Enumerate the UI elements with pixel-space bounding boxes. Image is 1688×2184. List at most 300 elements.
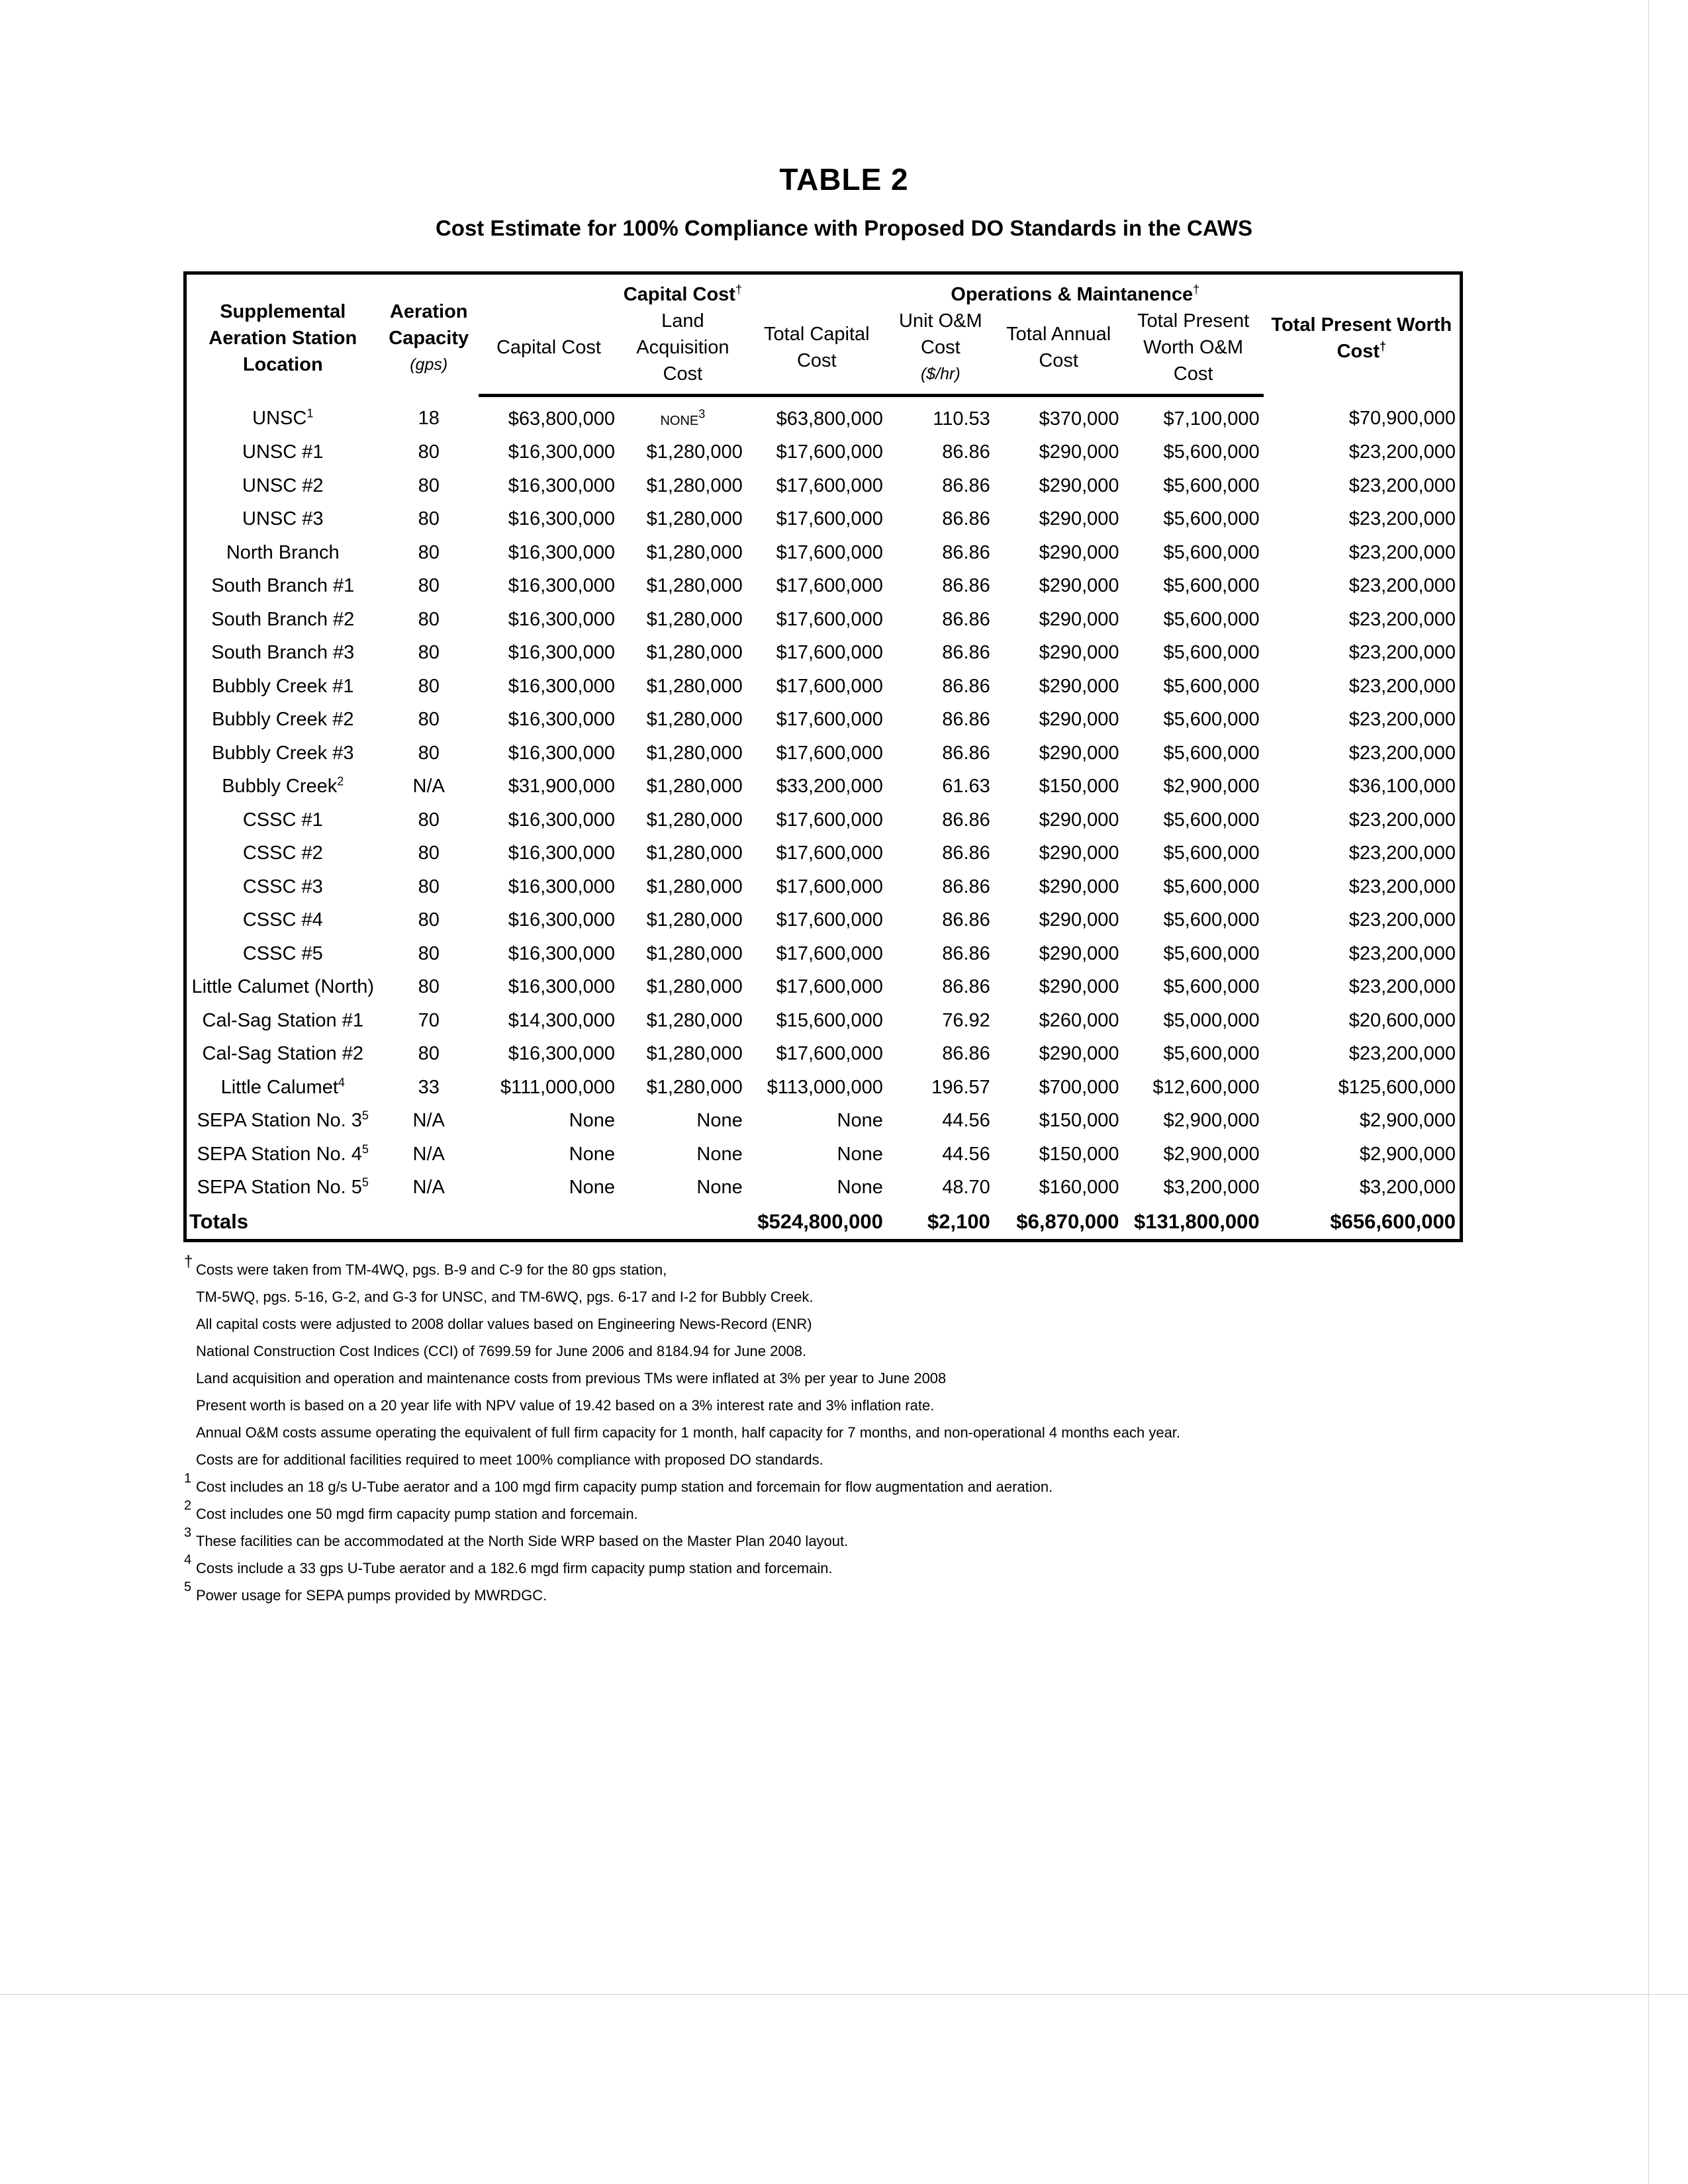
total-pw-om-cell (1123, 396, 1264, 436)
header-land-line: Land (661, 310, 704, 332)
unit-om-cell (887, 1138, 994, 1171)
page-edge-line (0, 1994, 1688, 1995)
total-present-worth-cell-value: $2,900,000 (1359, 1110, 1456, 1132)
group-header-capital-cost-label: Capital Cost (623, 284, 735, 305)
unit-om-cell (887, 837, 994, 871)
total-annual-cell (994, 904, 1123, 938)
unit-om-cell-value: 86.86 (942, 909, 990, 931)
total-annual-cell (994, 1038, 1123, 1071)
header-total-capital-line: Total Capital (764, 324, 870, 345)
total-annual-cell-value: $290,000 (1039, 842, 1119, 864)
total-annual-cell-value: $150,000 (1039, 1143, 1119, 1165)
total-capital-cell-value: $33,200,000 (776, 776, 883, 797)
capital-cost-cell-value: $16,300,000 (508, 675, 615, 697)
footnote-mark: 4 (184, 1553, 192, 1567)
total-capital-cell-value: None (837, 1110, 883, 1132)
capital-cost-cell-value: $31,900,000 (508, 776, 615, 797)
total-annual-cell-value: $290,000 (1039, 1043, 1119, 1065)
unit-om-cell (887, 503, 994, 537)
total-capital-cell-value: $17,600,000 (776, 575, 883, 597)
capital-cost-cell (479, 603, 619, 637)
footnote-text: Cost includes one 50 mgd firm capacity pump station and forcemain. (196, 1506, 638, 1522)
totals-pw-om: $131,800,000 (1133, 1210, 1260, 1233)
total-pw-om-cell (1123, 837, 1264, 871)
footnote (184, 1555, 1442, 1582)
location-cell (185, 469, 379, 503)
capacity-cell-value: 80 (418, 541, 440, 563)
location-label: Bubbly Creek (222, 776, 338, 797)
dagger-mark: † (1380, 340, 1387, 353)
land-acquisition-cell-value: $1,280,000 (646, 541, 743, 563)
total-capital-cell (747, 803, 887, 837)
header-capacity-line: Capacity (389, 328, 469, 349)
total-present-worth-cell-value: $23,200,000 (1348, 508, 1456, 530)
total-present-worth-cell-value: $23,200,000 (1348, 642, 1456, 664)
total-pw-om-cell (1123, 1105, 1264, 1138)
capacity-cell-value: 80 (418, 842, 440, 864)
capital-cost-cell (479, 536, 619, 570)
total-pw-om-cell (1123, 469, 1264, 503)
land-acquisition-cell-value: $1,280,000 (646, 675, 743, 697)
total-capital-cell (747, 1138, 887, 1171)
total-annual-cell (994, 971, 1123, 1005)
unit-om-cell (887, 1171, 994, 1205)
total-capital-cell-value: $17,600,000 (776, 1043, 883, 1065)
capital-cost-cell (479, 837, 619, 871)
capacity-cell (379, 770, 479, 804)
total-present-worth-cell-value: $3,200,000 (1359, 1177, 1456, 1199)
footnote-text: All capital costs were adjusted to 2008 dollar values based on Engineering News-Record (ENR) (196, 1316, 812, 1332)
land-acquisition-cell (619, 904, 747, 938)
land-acquisition-cell-value: None (696, 1177, 743, 1199)
total-capital-cell-value: $17,600,000 (776, 976, 883, 998)
total-present-worth-cell (1264, 971, 1462, 1005)
footnote (184, 1419, 1442, 1446)
total-annual-cell-value: $290,000 (1039, 541, 1119, 563)
footnote-mark: 3 (184, 1525, 192, 1540)
total-present-worth-cell-value: $23,200,000 (1348, 909, 1456, 931)
total-annual-cell (994, 436, 1123, 470)
location-cell (185, 971, 379, 1005)
footnote (184, 1392, 1442, 1419)
land-acquisition-cell (619, 837, 747, 871)
total-capital-cell (747, 1105, 887, 1138)
land-acquisition-cell (619, 770, 747, 804)
total-annual-cell (994, 1138, 1123, 1171)
total-capital-cell (747, 870, 887, 904)
header-total-present-worth (1264, 273, 1462, 396)
total-capital-cell-value: $17,600,000 (776, 541, 883, 563)
footnote-mark: † (184, 1253, 193, 1271)
total-present-worth-cell-value: $2,900,000 (1359, 1143, 1456, 1165)
capacity-cell (379, 603, 479, 637)
total-present-worth-cell-value: $23,200,000 (1348, 742, 1456, 764)
total-annual-cell-value: $700,000 (1039, 1076, 1119, 1098)
unit-om-cell-value: 86.86 (942, 976, 990, 998)
location-label: CSSC #3 (242, 876, 323, 897)
capital-cost-cell (479, 1038, 619, 1071)
capacity-cell-value: N/A (412, 1177, 445, 1199)
footnote (184, 1500, 1442, 1527)
location-cell (185, 570, 379, 604)
capacity-cell-value: 18 (418, 407, 440, 429)
capital-cost-cell-value: $63,800,000 (508, 408, 615, 430)
table-row (185, 503, 1462, 537)
total-capital-cell (747, 536, 887, 570)
header-total-pw-om-line: Worth O&M (1143, 337, 1244, 358)
land-acquisition-cell-value: $1,280,000 (646, 1009, 743, 1031)
land-acquisition-cell (619, 1004, 747, 1038)
total-annual-cell-value: $150,000 (1039, 1110, 1119, 1132)
header-unit-om-unit: ($/hr) (920, 365, 961, 383)
unit-om-cell (887, 570, 994, 604)
unit-om-cell-value: 86.86 (942, 441, 990, 463)
total-annual-cell-value: $290,000 (1039, 575, 1119, 597)
total-capital-cell-value: $17,600,000 (776, 742, 883, 764)
total-capital-cell (747, 436, 887, 470)
capital-cost-cell (479, 1071, 619, 1105)
table-body (185, 396, 1462, 1241)
total-capital-cell (747, 603, 887, 637)
capital-cost-cell-value: $16,300,000 (508, 508, 615, 530)
total-present-worth-cell-value: $23,200,000 (1348, 842, 1456, 864)
total-annual-cell (994, 469, 1123, 503)
table-row (185, 436, 1462, 470)
unit-om-cell-value: 86.86 (942, 842, 990, 864)
capacity-cell (379, 536, 479, 570)
land-acquisition-cell-value: $1,280,000 (646, 776, 743, 797)
total-pw-om-cell-value: $3,200,000 (1163, 1177, 1260, 1199)
total-pw-om-cell (1123, 1038, 1264, 1071)
location-label: South Branch #1 (211, 575, 355, 597)
location-cell (185, 870, 379, 904)
capacity-cell-value: 33 (418, 1076, 440, 1098)
location-cell (185, 803, 379, 837)
location-label: Cal-Sag Station #1 (202, 1009, 363, 1031)
total-pw-om-cell (1123, 803, 1264, 837)
total-annual-cell (994, 737, 1123, 770)
total-annual-cell (994, 396, 1123, 436)
header-total-capital (747, 308, 887, 396)
group-header-om-label: Operations & Maintanence (951, 284, 1194, 305)
capacity-cell (379, 837, 479, 871)
total-present-worth-cell-value: $23,200,000 (1348, 575, 1456, 597)
header-total-pw-line: Total Present Worth (1271, 314, 1452, 336)
land-acquisition-cell-value: $1,280,000 (646, 642, 743, 664)
header-location-line: Location (242, 354, 323, 376)
header-capital-cost-label: Capital Cost (496, 337, 601, 358)
capacity-cell-value: 80 (418, 742, 440, 764)
capacity-cell-value: 80 (418, 575, 440, 597)
total-capital-cell-value: $17,600,000 (776, 909, 883, 931)
capacity-cell-value: N/A (412, 1143, 445, 1165)
capital-cost-cell-value: $16,300,000 (508, 742, 615, 764)
table-row (185, 536, 1462, 570)
location-cell (185, 503, 379, 537)
location-label: CSSC #5 (242, 942, 323, 964)
capital-cost-cell-value: $111,000,000 (500, 1076, 615, 1098)
total-pw-om-cell (1123, 704, 1264, 737)
total-capital-cell-value: $15,600,000 (776, 1009, 883, 1031)
total-present-worth-cell (1264, 503, 1462, 537)
land-acquisition-cell-value: $1,280,000 (646, 709, 743, 731)
total-annual-cell-value: $370,000 (1039, 408, 1119, 430)
total-present-worth-cell (1264, 904, 1462, 938)
total-capital-cell-value: $63,800,000 (776, 408, 883, 430)
total-present-worth-cell (1264, 1038, 1462, 1071)
location-label: South Branch #2 (211, 608, 355, 630)
total-annual-cell-value: $290,000 (1039, 942, 1119, 964)
dagger-mark: † (1193, 283, 1200, 296)
total-pw-om-cell-value: $5,600,000 (1163, 709, 1260, 731)
total-pw-om-cell-value: $5,600,000 (1163, 809, 1260, 831)
capital-cost-cell (479, 396, 619, 436)
capital-cost-cell (479, 770, 619, 804)
land-acquisition-cell-value: None (696, 1143, 743, 1165)
total-pw-om-cell (1123, 1071, 1264, 1105)
total-present-worth-cell-value: $36,100,000 (1348, 776, 1456, 797)
total-pw-om-cell-value: $2,900,000 (1163, 1110, 1260, 1132)
capacity-cell (379, 937, 479, 971)
total-capital-cell-value: $17,600,000 (776, 942, 883, 964)
table-row (185, 870, 1462, 904)
capacity-cell (379, 1171, 479, 1205)
footnote-text: Land acquisition and operation and maintenance costs from previous TMs were inflated at 3% per year to June 2008 (196, 1370, 947, 1387)
total-pw-om-cell (1123, 1004, 1264, 1038)
totals-label: Totals (189, 1210, 248, 1233)
footnote-text: Power usage for SEPA pumps provided by MWRDGC. (196, 1587, 547, 1604)
location-cell (185, 1038, 379, 1071)
location-label: SEPA Station No. 3 (197, 1110, 362, 1132)
unit-om-cell-value: 86.86 (942, 475, 990, 496)
total-annual-cell (994, 1071, 1123, 1105)
total-present-worth-cell-value: $23,200,000 (1348, 475, 1456, 496)
total-present-worth-cell (1264, 396, 1462, 436)
location-label: Cal-Sag Station #2 (202, 1043, 363, 1065)
unit-om-cell (887, 770, 994, 804)
header-capacity-line: Aeration (389, 301, 468, 323)
total-pw-om-cell (1123, 904, 1264, 938)
total-pw-om-cell-value: $5,000,000 (1163, 1009, 1260, 1031)
total-pw-om-cell (1123, 436, 1264, 470)
total-annual-cell-value: $290,000 (1039, 809, 1119, 831)
total-annual-cell (994, 670, 1123, 704)
header-capacity-unit: (gps) (410, 355, 448, 375)
capacity-cell (379, 1138, 479, 1171)
unit-om-cell (887, 469, 994, 503)
location-label: SEPA Station No. 5 (197, 1177, 362, 1199)
footnote-mark: 1 (184, 1471, 192, 1486)
total-capital-cell-value: $17,600,000 (776, 508, 883, 530)
capital-cost-cell (479, 570, 619, 604)
location-cell (185, 904, 379, 938)
location-label: UNSC #3 (242, 508, 324, 530)
footnote-ref: 2 (337, 774, 344, 788)
location-label: CSSC #1 (242, 809, 323, 831)
footnote-ref: 5 (361, 1175, 369, 1189)
unit-om-cell (887, 704, 994, 737)
capital-cost-cell-value: None (569, 1143, 615, 1165)
land-acquisition-cell (619, 870, 747, 904)
capital-cost-cell (479, 1138, 619, 1171)
header-unit-om (887, 308, 994, 396)
total-present-worth-cell (1264, 770, 1462, 804)
unit-om-cell (887, 637, 994, 670)
total-pw-om-cell (1123, 503, 1264, 537)
total-annual-cell (994, 603, 1123, 637)
table-row (185, 1038, 1462, 1071)
total-annual-cell (994, 803, 1123, 837)
total-pw-om-cell-value: $5,600,000 (1163, 642, 1260, 664)
land-acquisition-cell-value: NONE (660, 413, 699, 428)
land-acquisition-cell (619, 637, 747, 670)
capital-cost-cell-value: $16,300,000 (508, 642, 615, 664)
capacity-cell-value: 80 (418, 809, 440, 831)
totals-total-present-worth: $656,600,000 (1330, 1210, 1456, 1233)
header-capital-cost (479, 308, 619, 396)
total-pw-om-cell-value: $12,600,000 (1152, 1076, 1260, 1098)
unit-om-cell-value: 44.56 (942, 1143, 990, 1165)
location-cell (185, 1004, 379, 1038)
location-cell (185, 737, 379, 770)
location-cell (185, 1171, 379, 1205)
footnote-text: Cost includes an 18 g/s U-Tube aerator and a 100 mgd firm capacity pump station and forcemain for flow augmentation and aeration. (196, 1479, 1053, 1495)
total-pw-om-cell (1123, 603, 1264, 637)
total-present-worth-cell (1264, 837, 1462, 871)
capital-cost-cell (479, 670, 619, 704)
total-capital-cell-value: $17,600,000 (776, 475, 883, 496)
table-row (185, 1171, 1462, 1205)
total-annual-cell-value: $290,000 (1039, 675, 1119, 697)
total-annual-cell (994, 1004, 1123, 1038)
capacity-cell (379, 971, 479, 1005)
location-label: North Branch (226, 541, 340, 563)
capital-cost-cell (479, 637, 619, 670)
empty-cell (379, 1205, 479, 1241)
total-capital-cell-value: $17,600,000 (776, 675, 883, 697)
table-row (185, 603, 1462, 637)
total-annual-cell-value: $290,000 (1039, 876, 1119, 897)
header-unit-om-line: Cost (921, 337, 961, 358)
total-present-worth-cell (1264, 536, 1462, 570)
total-pw-om-cell-value: $5,600,000 (1163, 508, 1260, 530)
land-acquisition-cell-value: None (696, 1110, 743, 1132)
capital-cost-cell-value: $16,300,000 (508, 809, 615, 831)
footnote-text: National Construction Cost Indices (CCI) of 7699.59 for June 2006 and 8184.94 for June 2008. (196, 1343, 807, 1359)
total-capital-cell (747, 670, 887, 704)
footnote-ref: 3 (698, 407, 706, 421)
land-acquisition-cell-value: $1,280,000 (646, 441, 743, 463)
unit-om-cell-value: 44.56 (942, 1110, 990, 1132)
land-acquisition-cell (619, 396, 747, 436)
footnote-ref: 4 (338, 1075, 345, 1089)
land-acquisition-cell (619, 1038, 747, 1071)
total-annual-cell-value: $290,000 (1039, 508, 1119, 530)
total-annual-cell (994, 770, 1123, 804)
header-total-capital-line: Cost (796, 350, 837, 371)
total-annual-cell (994, 536, 1123, 570)
land-acquisition-cell-value: $1,280,000 (646, 976, 743, 998)
capacity-cell (379, 704, 479, 737)
land-acquisition-cell (619, 937, 747, 971)
total-present-worth-cell-value: $70,900,000 (1348, 407, 1456, 429)
total-annual-cell-value: $150,000 (1039, 776, 1119, 797)
table-header (185, 273, 1462, 396)
footnote-text: TM-5WQ, pgs. 5-16, G-2, and G-3 for UNSC, and TM-6WQ, pgs. 6-17 and I-2 for Bubbly Creek. (196, 1289, 814, 1305)
unit-om-cell-value: 86.86 (942, 1043, 990, 1065)
total-capital-cell (747, 1004, 887, 1038)
location-label: CSSC #4 (242, 909, 323, 931)
header-location (185, 273, 379, 396)
location-label: Little Calumet (North) (191, 976, 375, 998)
capital-cost-cell-value: $16,300,000 (508, 976, 615, 998)
table-row (185, 1004, 1462, 1038)
totals-total-capital: $524,800,000 (757, 1210, 883, 1233)
total-present-worth-cell (1264, 1138, 1462, 1171)
unit-om-cell-value: 196.57 (931, 1076, 990, 1098)
total-pw-om-cell (1123, 937, 1264, 971)
total-pw-om-cell-value: $5,600,000 (1163, 842, 1260, 864)
unit-om-cell-value: 86.86 (942, 608, 990, 630)
total-capital-cell-value: None (837, 1177, 883, 1199)
capacity-cell (379, 1071, 479, 1105)
capital-cost-cell (479, 1105, 619, 1138)
total-pw-om-cell-value: $5,600,000 (1163, 441, 1260, 463)
capital-cost-cell (479, 704, 619, 737)
total-present-worth-cell (1264, 870, 1462, 904)
footnote (184, 1310, 1442, 1338)
land-acquisition-cell-value: $1,280,000 (646, 809, 743, 831)
total-annual-cell-value: $290,000 (1039, 608, 1119, 630)
scan-edge-mark (1648, 0, 1649, 2184)
capacity-cell (379, 469, 479, 503)
total-annual-cell-value: $290,000 (1039, 709, 1119, 731)
unit-om-cell (887, 904, 994, 938)
land-acquisition-cell-value: $1,280,000 (646, 876, 743, 897)
total-annual-cell (994, 570, 1123, 604)
location-label: Bubbly Creek #3 (212, 742, 354, 764)
total-capital-cell (747, 1071, 887, 1105)
footnote-text: Costs include a 33 gps U-Tube aerator and a 182.6 mgd firm capacity pump station and forcemain. (196, 1560, 833, 1576)
capital-cost-cell-value: $16,300,000 (508, 441, 615, 463)
unit-om-cell (887, 870, 994, 904)
total-annual-cell (994, 837, 1123, 871)
location-label: UNSC (252, 407, 307, 429)
footnote-mark: 2 (184, 1498, 192, 1513)
table-row (185, 1105, 1462, 1138)
total-present-worth-cell (1264, 436, 1462, 470)
total-capital-cell-value: $17,600,000 (776, 608, 883, 630)
capital-cost-cell-value: $16,300,000 (508, 842, 615, 864)
total-pw-om-cell-value: $5,600,000 (1163, 742, 1260, 764)
total-pw-om-cell (1123, 770, 1264, 804)
footnote-ref: 1 (306, 406, 314, 420)
capital-cost-cell-value: None (569, 1177, 615, 1199)
land-acquisition-cell (619, 536, 747, 570)
total-pw-om-cell-value: $5,600,000 (1163, 976, 1260, 998)
land-acquisition-cell-value: $1,280,000 (646, 1076, 743, 1098)
capacity-cell-value: 80 (418, 475, 440, 496)
land-acquisition-cell (619, 570, 747, 604)
table-title: TABLE 2 (779, 162, 909, 197)
total-present-worth-cell (1264, 1004, 1462, 1038)
table-row (185, 570, 1462, 604)
capital-cost-cell (479, 737, 619, 770)
table-row (185, 1138, 1462, 1171)
location-cell (185, 704, 379, 737)
total-pw-om-cell-value: $5,600,000 (1163, 541, 1260, 563)
table-row (185, 396, 1462, 436)
